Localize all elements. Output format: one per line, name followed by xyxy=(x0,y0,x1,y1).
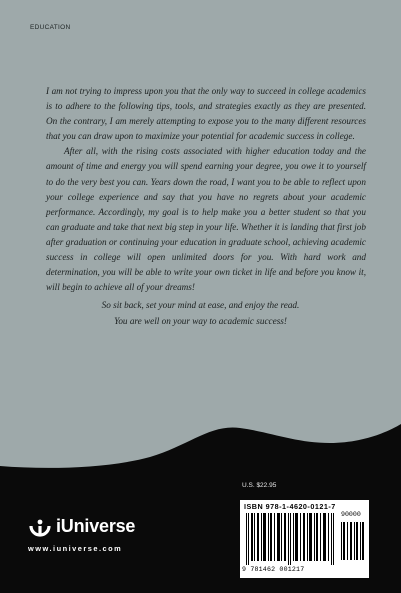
category-label: EDUCATION xyxy=(30,24,71,31)
blurb xyxy=(46,84,366,295)
closing-line: You are well on your way to academic success! xyxy=(114,315,287,326)
barcode-digits: 9 781462 001217 xyxy=(242,566,305,573)
isbn-label: ISBN 978-1-4620-0121-7 xyxy=(244,502,336,511)
barcode-bars xyxy=(244,513,340,565)
blurb-paragraph: I am not trying to impress upon you that the only way to succeed in college academics is to adhere to the following tips, tools, and strategies exactly as they are presented. On the contrary, I am merely attempting to expose you to the many different resources that you can draw upon to maximize your potential for academic success in college. xyxy=(46,86,366,142)
price-label: U.S. $22.95 xyxy=(242,482,277,489)
isbn-barcode xyxy=(240,500,369,578)
publisher-name: iUniverse xyxy=(56,516,136,536)
iuniverse-logo-icon xyxy=(28,517,52,541)
price-code: 90000 xyxy=(341,511,361,518)
price-code-bars xyxy=(340,522,366,560)
closing-lines xyxy=(30,298,371,329)
blurb-paragraph: After all, with the rising costs associated with higher education today and the amount of time and energy you will spend earning your degree, you owe it to yourself to do the very best you can. Years down the road, I want you to be able to reflect upon your college experience and say that you have no regrets about your academic performance. Accordingly, my goal is to help make you a better student so that you can graduate and take that next big step in your life. Whether it is landing that first job after graduation or continuing your education in graduate school, achieving academic success in college will open unlimited doors for you. With hard work and determination, you will be able to write your own ticket in life and before you know it, will begin to achieve all of your dreams! xyxy=(46,146,366,293)
closing-line: So sit back, set your mind at ease, and enjoy the read. xyxy=(101,300,300,310)
publisher-url: www.iuniverse.com xyxy=(28,544,123,553)
